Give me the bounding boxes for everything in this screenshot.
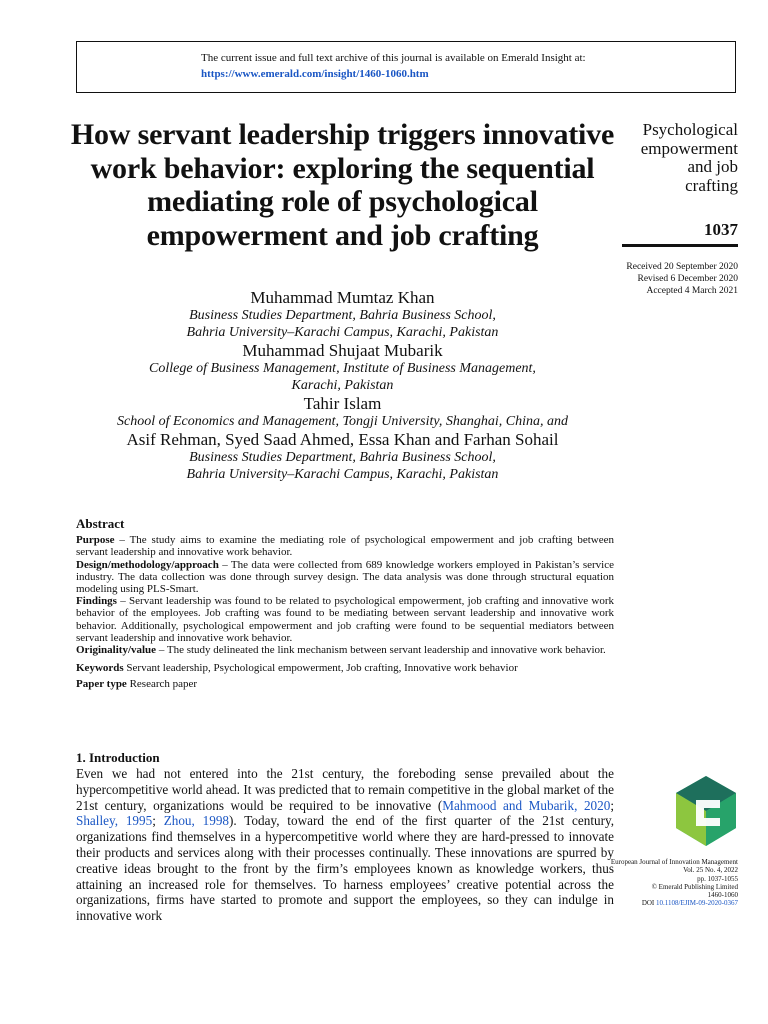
- journal-volume: Vol. 25 No. 4, 2022: [683, 866, 738, 875]
- submission-dates: [626, 261, 738, 297]
- abstract-design: Design/methodology/approach – The data were collected from 689 knowledge workers employed in Pakistan’s service industry. The data collection was done through survey design. The data analysis was done through structural equation modeling using PLS-Smart.: [76, 558, 614, 596]
- access-notice-text: The current issue and full text archive of this journal is available on Emerald Insight at:: [201, 52, 586, 64]
- journal-info: [598, 858, 738, 908]
- author-affiliation: Bahria University–Karachi Campus, Karachi, Pakistan: [186, 325, 499, 340]
- running-title: [641, 121, 738, 195]
- section-heading: 1. Introduction: [76, 750, 160, 765]
- running-title-line: empowerment: [640, 138, 738, 158]
- abstract-findings: Findings – Servant leadership was found to be related to psychological empowerment, job crafting and innovative work behavior of the employees. Job crafting was found to be mediating between servant leadership and innovative work behavior. Additionally, psychological empowerment and job crafting were found to be sequential mediators between servant leadership and innovative work behavior.: [76, 595, 614, 644]
- author-affiliation: Bahria University–Karachi Campus, Karachi, Pakistan: [186, 467, 499, 482]
- paper-title: How servant leadership triggers innovative work behavior: exploring the sequential mediating role of psychological empowerment and job crafting: [70, 118, 615, 252]
- journal-pages: pp. 1037-1055: [697, 874, 738, 883]
- citation-link[interactable]: Mahmood and Mubarik, 2020: [442, 797, 611, 813]
- citation-link[interactable]: Zhou, 1998: [163, 813, 230, 829]
- running-title-line: Psychological: [642, 120, 738, 139]
- journal-publisher: © Emerald Publishing Limited: [651, 882, 738, 891]
- abstract-section: [76, 518, 614, 691]
- author-affiliation: College of Business Management, Institute of Business Management,: [149, 361, 536, 376]
- author-list: [70, 288, 615, 483]
- running-title-line: and job: [687, 157, 738, 176]
- page-number: 1037: [704, 220, 738, 239]
- abstract-label: Design/methodology/approach: [76, 558, 219, 571]
- received-date: Received 20 September 2020: [626, 262, 738, 272]
- accepted-date: Accepted 4 March 2021: [646, 286, 738, 296]
- revised-date: Revised 6 December 2020: [637, 274, 738, 284]
- author-name: Tahir Islam: [303, 394, 382, 413]
- journal-name: European Journal of Innovation Management: [610, 858, 738, 866]
- author-name: Asif Rehman, Syed Saad Ahmed, Essa Khan and Farhan Sohail: [126, 430, 559, 449]
- abstract-label: Findings: [76, 595, 117, 608]
- intro-paragraph: Even we had not entered into the 21st century, the foreboding sense prevailed about the hypercompetitive world ahead. It was predicted that to remain competitive in the global market of the 21st century, organizations would be required to be innovative (Mahmood and Mubarik, 2020; Shalley, 1995; Zhou, 1998). Today, toward the end of the first quarter of the 21st century, organizations find themselves in a hypercompetitive world where they are hard-pressed to innovate their products and services along with their processes continually. These innovations are spurred by creative ideas brought to the front by the firm’s employees known as knowledge workers, thus attaining an increased role for themselves. To harness employees’ creative potential across the organizations, firms have started to promote and support the employees, so they can indulge in innovative work: [76, 766, 615, 924]
- author-affiliation: Business Studies Department, Bahria Business School,: [189, 450, 496, 465]
- author-name: Muhammad Mumtaz Khan: [250, 288, 435, 307]
- paper-type: Paper type Research paper: [76, 678, 198, 691]
- abstract-originality: Originality/value – The study delineated the link mechanism between servant leadership and innovative work behavior.: [76, 644, 606, 657]
- keywords: Keywords Servant leadership, Psychological empowerment, Job crafting, Innovative work behavior: [76, 662, 518, 675]
- access-notice-box: [76, 41, 736, 93]
- abstract-label: Purpose: [76, 534, 115, 547]
- journal-doi: DOI 10.1108/EJIM-09-2020-0367: [641, 899, 738, 908]
- author-name: Muhammad Shujaat Mubarik: [242, 341, 443, 360]
- author-affiliation: School of Economics and Management, Tongji University, Shanghai, China, and: [117, 414, 568, 429]
- author-affiliation: Karachi, Pakistan: [291, 378, 394, 393]
- journal-url-link[interactable]: https://www.emerald.com/insight/1460-1060.htm: [201, 68, 429, 80]
- introduction-section: [76, 750, 614, 924]
- paper-type-label: Paper type: [76, 678, 127, 691]
- journal-logo-icon: [676, 776, 736, 846]
- doi-link[interactable]: 10.1108/EJIM-09-2020-0367: [656, 899, 738, 908]
- author-affiliation: Business Studies Department, Bahria Business School,: [189, 308, 496, 323]
- citation-link[interactable]: Shalley, 1995: [76, 813, 153, 829]
- divider-rule: [622, 244, 738, 247]
- journal-issn: 1460-1060: [707, 891, 738, 900]
- running-title-line: crafting: [685, 175, 738, 195]
- abstract-label: Originality/value: [76, 644, 157, 657]
- keywords-label: Keywords: [76, 662, 124, 675]
- abstract-purpose: Purpose – The study aims to examine the mediating role of psychological empowerment and job crafting between servant leadership and innovative work behavior.: [76, 534, 614, 559]
- abstract-heading: Abstract: [76, 516, 125, 531]
